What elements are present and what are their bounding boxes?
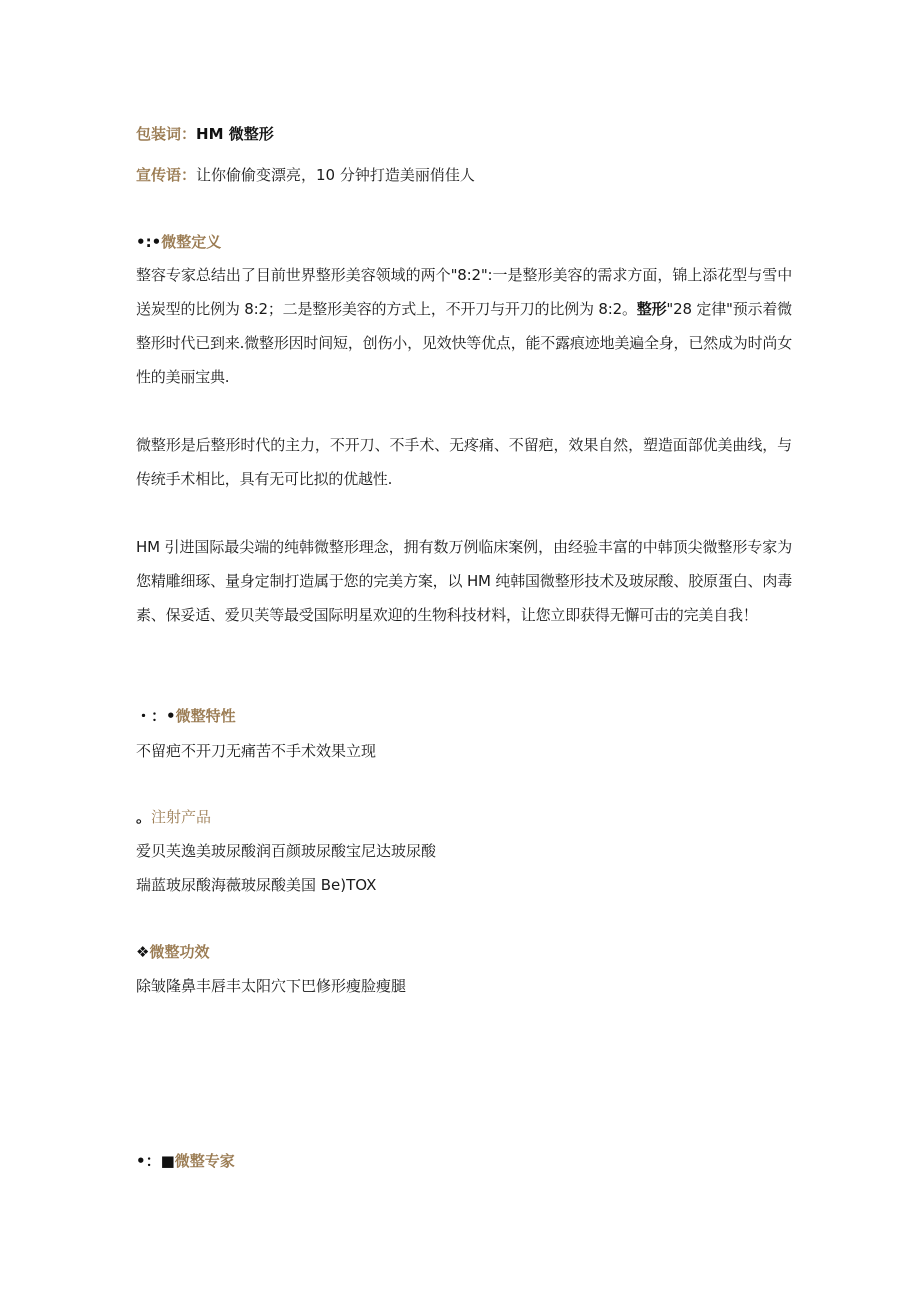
definition-paragraph-2: 微整形是后整形时代的主力，不开刀、不手术、无疼痛、不留疤，效果自然，塑造面部优美曲线，与传统手术相比，具有无可比拟的优越性. — [136, 436, 792, 488]
definition-para1-tail: "28 定律"预示着微整形时代已到来.微整形因时间短，创伤小，见效快等优点，能不露痕迹地美遍全身，已然成为时尚女性的美丽宝典. — [136, 300, 792, 386]
definition-paragraph-1 — [136, 258, 792, 394]
products-title: 注射产品 — [151, 808, 212, 826]
products-line-1: 爱贝芙逸美玻尿酸润百颜玻尿酸宝尼达玻尿酸 — [136, 842, 437, 860]
effects-bullet: ❖ — [136, 943, 150, 961]
effects-text: 除皱隆鼻丰唇丰太阳穴下巴修形瘦脸瘦腿 — [136, 977, 407, 995]
features-title: 微整特性 — [175, 707, 236, 725]
features-heading — [136, 706, 236, 726]
package-line — [136, 124, 796, 144]
definition-title: 微整定义 — [161, 233, 222, 251]
products-bullet: 。 — [136, 808, 152, 826]
slogan-line — [136, 165, 796, 185]
experts-heading — [136, 1151, 235, 1171]
products-line-2: 瑞蓝玻尿酸海薇玻尿酸美国 Be)TOX — [136, 876, 377, 894]
effects-title: 微整功效 — [149, 943, 210, 961]
package-label: 包装词： — [136, 125, 197, 143]
definition-paragraph-3: HM 引进国际最尖端的纯韩微整形理念，拥有数万例临床案例，由经验丰富的中韩顶尖微整形专家为您精雕细琢、量身定制打造属于您的完美方案，以 HM 纯韩国微整形技术及玻尿酸、胶原蛋白、肉毒素、保妥适、爱贝芙等最受国际明星欢迎的生物科技材料，让您立即获得无懈可击的完美自我！ — [136, 538, 792, 624]
products-heading — [136, 807, 211, 827]
slogan-value: 让你偷偷变漂亮，10 分钟打造美丽俏佳人 — [196, 166, 475, 184]
slogan-label: 宣传语： — [136, 166, 197, 184]
experts-bullet: •：■ — [136, 1152, 175, 1170]
definition-para1-bold: 整形 — [636, 300, 667, 318]
effects-heading — [136, 942, 209, 962]
definition-para1-main: 整容专家总结出了目前世界整形美容领域的两个"8:2":一是整形美容的需求方面，锦上添花型与雪中送炭型的比例为 8:2；二是整形美容的方式上，不开刀与开刀的比例为 8:2。 — [136, 266, 792, 318]
package-value: HM 微整形 — [196, 125, 274, 143]
features-bullet: ・：• — [136, 707, 176, 725]
experts-title: 微整专家 — [174, 1152, 235, 1170]
definition-bullet: •:• — [136, 233, 162, 251]
features-text: 不留疤不开刀无痛苦不手术效果立现 — [136, 742, 377, 760]
definition-heading — [136, 232, 221, 252]
